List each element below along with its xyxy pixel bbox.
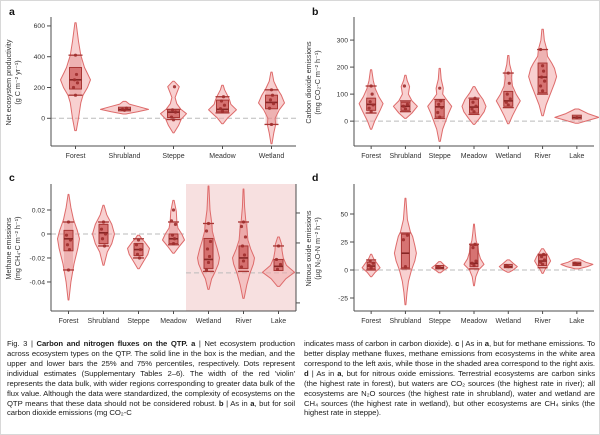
- caption-segment: | As in: [459, 339, 485, 348]
- y-tick-label: 400: [33, 54, 45, 62]
- data-point: [137, 238, 140, 241]
- data-point: [471, 101, 474, 104]
- violin-steppe: [428, 68, 452, 141]
- x-category-label: Lake: [569, 318, 585, 325]
- x-category-label: Steppe: [428, 318, 451, 325]
- x-category-label: Shrubland: [389, 318, 422, 325]
- caption-segment: a: [191, 339, 196, 348]
- data-point: [539, 84, 542, 87]
- data-point: [207, 222, 210, 225]
- data-point: [125, 107, 128, 110]
- data-point: [138, 256, 141, 259]
- data-point: [403, 84, 406, 87]
- data-point: [509, 97, 512, 100]
- x-category-label: Forest: [361, 318, 382, 325]
- y-tick-label: 0: [344, 118, 348, 126]
- box: [70, 67, 82, 89]
- data-point: [172, 208, 175, 211]
- y-tick-label: 50: [340, 211, 348, 219]
- data-point: [470, 262, 473, 265]
- caption-segment: Carbon and nitrogen fluxes on the QTP.: [36, 339, 192, 348]
- x-category-label: Steppe: [428, 153, 451, 160]
- data-point: [270, 88, 273, 91]
- data-point: [369, 259, 372, 262]
- data-point: [541, 64, 544, 67]
- data-point: [368, 107, 371, 110]
- data-point: [505, 101, 508, 104]
- caption-segment: a: [250, 398, 255, 408]
- data-point: [372, 262, 375, 265]
- x-category-label: Forest: [361, 153, 382, 160]
- data-point: [205, 229, 208, 232]
- y-axis-label: Carbon dioxide emissions: [304, 41, 313, 124]
- data-point: [135, 243, 138, 246]
- data-point: [72, 86, 75, 89]
- violin-forest: [362, 254, 380, 276]
- data-point: [372, 103, 375, 106]
- y-tick-label: 0: [41, 115, 45, 123]
- data-point: [440, 106, 443, 109]
- data-point: [542, 253, 545, 256]
- data-point: [174, 223, 177, 226]
- y-axis-units: (mg CH₄-C m⁻² h⁻¹): [13, 216, 22, 281]
- data-point: [370, 84, 373, 87]
- x-category-label: Shrubland: [389, 153, 422, 160]
- y-tick-label: 200: [33, 84, 45, 92]
- caption-segment: | As in: [223, 398, 251, 408]
- x-category-label: Meadow: [460, 153, 488, 160]
- data-point: [369, 100, 372, 103]
- caption-segment: , but for methane emissions. To better display methane fluxes, methane emissions from ecosystems in the white area correspond to the left axis, while those in the shaded area correspond to the right axis.: [304, 339, 595, 368]
- data-point: [542, 70, 545, 73]
- data-point: [121, 108, 124, 111]
- violin-lake: [561, 259, 593, 269]
- y-axis-label: Methane emissions: [4, 217, 13, 280]
- data-point: [279, 263, 282, 266]
- y-tick-label: -0.04: [29, 279, 45, 287]
- violin-shrubland: [93, 205, 115, 265]
- data-point: [220, 99, 223, 102]
- data-point: [404, 107, 407, 110]
- data-point: [539, 48, 542, 51]
- panel-c-chart: [1, 169, 301, 336]
- data-point: [573, 262, 576, 265]
- violin-meadow: [163, 200, 185, 253]
- data-point: [206, 247, 209, 250]
- data-point: [269, 98, 272, 101]
- data-point: [65, 234, 68, 237]
- y-tick-label: 200: [336, 64, 348, 72]
- data-point: [508, 82, 511, 85]
- data-point: [406, 103, 409, 106]
- data-point: [139, 248, 142, 251]
- data-point: [67, 220, 70, 223]
- data-point: [543, 258, 546, 261]
- data-point: [74, 54, 77, 57]
- violin-forest: [58, 194, 80, 300]
- data-point: [74, 94, 77, 97]
- data-point: [473, 97, 476, 100]
- data-point: [173, 237, 176, 240]
- data-point: [205, 268, 208, 271]
- caption-segment: d: [304, 368, 309, 378]
- violin-shrubland: [393, 75, 417, 118]
- x-category-label: Shrubland: [87, 318, 120, 325]
- x-category-label: River: [534, 153, 551, 160]
- data-point: [402, 105, 405, 108]
- data-point: [436, 265, 439, 268]
- data-point: [439, 99, 442, 102]
- data-point: [474, 105, 477, 108]
- y-axis-label: Net ecosystem productivity: [4, 39, 13, 126]
- violin-lake: [555, 109, 599, 123]
- x-category-label: Wetland: [195, 318, 222, 325]
- y-tick-label: 0: [344, 267, 348, 275]
- data-point: [543, 80, 546, 83]
- panel-letter: c: [9, 172, 15, 184]
- data-point: [540, 75, 543, 78]
- data-point: [171, 234, 174, 237]
- data-point: [244, 235, 247, 238]
- panel-letter: d: [312, 172, 319, 184]
- data-point: [436, 111, 439, 114]
- y-axis-units: (µg N₂O-N m⁻² h⁻¹): [313, 217, 322, 280]
- data-point: [507, 103, 510, 106]
- data-point: [172, 118, 175, 121]
- data-point: [539, 261, 542, 264]
- data-point: [507, 71, 510, 74]
- panel-b-chart: [301, 1, 600, 169]
- data-point: [222, 95, 225, 98]
- data-point: [136, 253, 139, 256]
- x-category-label: Lake: [270, 318, 287, 325]
- data-point: [438, 87, 441, 90]
- data-point: [506, 93, 509, 96]
- y-tick-label: -25: [338, 295, 348, 303]
- x-category-label: Forest: [58, 318, 79, 325]
- data-point: [73, 78, 76, 81]
- y-tick-label: 0.02: [31, 207, 45, 215]
- violin-wetland: [496, 56, 520, 124]
- data-point: [66, 243, 69, 246]
- y-axis-units: (mg CO₂-C m⁻² h⁻¹): [313, 50, 322, 115]
- violin-meadow: [464, 224, 484, 286]
- data-point: [470, 107, 473, 110]
- caption-segment: , but for nitrous oxide emissions. Terrestrial ecosystems are carbon sinks (the highest rate in forest), but waters are CO₂ sources (the highest rate in river); all ecosystems are N₂O sources (the highest rate in shrubland), water and wetland are CH₄ sources (the highest rate in wetland), but other ecosystems are CH₄ sinks (the highest rate in steppe).: [304, 368, 595, 418]
- data-point: [207, 261, 210, 264]
- caption-segment: c: [455, 339, 460, 348]
- data-point: [275, 258, 278, 261]
- data-point: [102, 220, 105, 223]
- violin-shrubland: [101, 101, 149, 114]
- y-axis-units: (g C m⁻² yr⁻¹): [13, 60, 22, 105]
- violin-steppe: [128, 235, 150, 269]
- violin-meadow: [462, 87, 486, 125]
- data-point: [173, 85, 176, 88]
- caption-segment: , but for soil carbon dioxide emissions (mg CO₂-C: [7, 398, 295, 418]
- caption-segment: | As in: [308, 368, 338, 378]
- data-point: [171, 108, 174, 111]
- data-point: [209, 240, 212, 243]
- caption-segment: indicates mass of carbon in carbon dioxide).: [304, 339, 456, 348]
- data-point: [371, 93, 374, 96]
- data-point: [170, 115, 173, 118]
- data-point: [104, 232, 107, 235]
- y-axis-label: Nitrous oxide emissions: [304, 210, 313, 287]
- data-point: [170, 219, 173, 222]
- data-point: [103, 244, 106, 247]
- panel-d-chart: [301, 169, 600, 336]
- y-tick-label: 600: [33, 23, 45, 31]
- y-tick-label: 0: [41, 231, 45, 239]
- caption-right-column: [304, 339, 595, 433]
- data-point: [272, 102, 275, 105]
- caption-segment: a: [337, 368, 342, 378]
- data-point: [268, 107, 271, 110]
- violin-shape: [161, 81, 187, 133]
- violin-forest: [359, 70, 383, 129]
- x-category-label: River: [534, 318, 551, 325]
- data-point: [437, 103, 440, 106]
- data-point: [368, 264, 371, 267]
- data-point: [174, 111, 177, 114]
- panel-a-chart: [1, 1, 301, 169]
- caption-segment: Fig. 3 |: [7, 339, 37, 348]
- x-category-label: Steppe: [127, 318, 150, 325]
- data-point: [76, 81, 79, 84]
- data-point: [221, 110, 224, 113]
- x-category-label: Forest: [65, 153, 86, 160]
- data-point: [471, 246, 474, 249]
- data-point: [276, 268, 279, 271]
- data-point: [404, 265, 407, 268]
- data-point: [172, 242, 175, 245]
- data-point: [223, 104, 226, 107]
- data-point: [243, 253, 246, 256]
- data-point: [575, 116, 578, 119]
- data-point: [219, 107, 222, 110]
- violin-wetland: [259, 72, 285, 144]
- data-point: [541, 89, 544, 92]
- caption-segment: | Net ecosystem production across ecosystem types on the QTP. The solid line in the box is the median, and the upper and lower bars the 25% and 75% percentiles, respectively. Dots represent individual estimates (Supplementary Tables 2–6). The width of the red 'violin' represents the data bulk, with wider regions corresponding to greater data bulk of the flux value. Although the data were standardized, the complexity of ecosystems on the QTP means that these data should not be considered robust.: [7, 339, 296, 408]
- data-point: [370, 110, 373, 113]
- data-point: [438, 115, 441, 118]
- panel-letter: b: [312, 6, 319, 18]
- violin-steppe: [432, 262, 448, 273]
- y-tick-label: 25: [340, 239, 348, 247]
- data-point: [208, 255, 211, 258]
- data-point: [473, 243, 476, 246]
- data-point: [505, 264, 508, 267]
- data-point: [277, 244, 280, 247]
- data-point: [100, 228, 103, 231]
- violin-river: [529, 29, 557, 115]
- data-point: [402, 238, 405, 241]
- data-point: [241, 244, 244, 247]
- x-category-label: Steppe: [162, 153, 185, 160]
- data-point: [240, 225, 243, 228]
- y-tick-label: 300: [336, 37, 348, 45]
- violin-shrubland: [394, 198, 416, 304]
- x-category-label: River: [235, 318, 252, 325]
- y-tick-label: 100: [336, 91, 348, 99]
- x-category-label: Wetland: [495, 318, 522, 325]
- data-point: [242, 259, 245, 262]
- data-point: [68, 248, 71, 251]
- panel-letter: a: [9, 6, 15, 18]
- data-point: [69, 238, 72, 241]
- violin-forest: [61, 23, 91, 131]
- x-category-label: Meadow: [460, 318, 488, 325]
- data-point: [270, 123, 273, 126]
- y-tick-label: -0.02: [29, 255, 45, 263]
- data-point: [474, 259, 477, 262]
- data-point: [240, 265, 243, 268]
- x-category-label: Lake: [569, 153, 585, 160]
- data-point: [472, 110, 475, 113]
- data-point: [406, 234, 409, 237]
- caption-segment: a: [484, 339, 489, 348]
- data-point: [271, 94, 274, 97]
- axes: [354, 17, 594, 146]
- x-category-label: Wetland: [495, 153, 522, 160]
- x-category-label: Meadow: [160, 318, 187, 325]
- data-point: [75, 73, 78, 76]
- x-category-label: Meadow: [209, 153, 236, 160]
- data-point: [101, 237, 104, 240]
- caption-segment: b: [218, 398, 224, 408]
- caption-left-column: [7, 339, 295, 433]
- data-point: [242, 220, 245, 223]
- x-category-label: Wetland: [258, 153, 285, 160]
- violin-steppe: [161, 81, 187, 133]
- x-category-label: Shrubland: [108, 153, 141, 160]
- data-point: [67, 268, 70, 271]
